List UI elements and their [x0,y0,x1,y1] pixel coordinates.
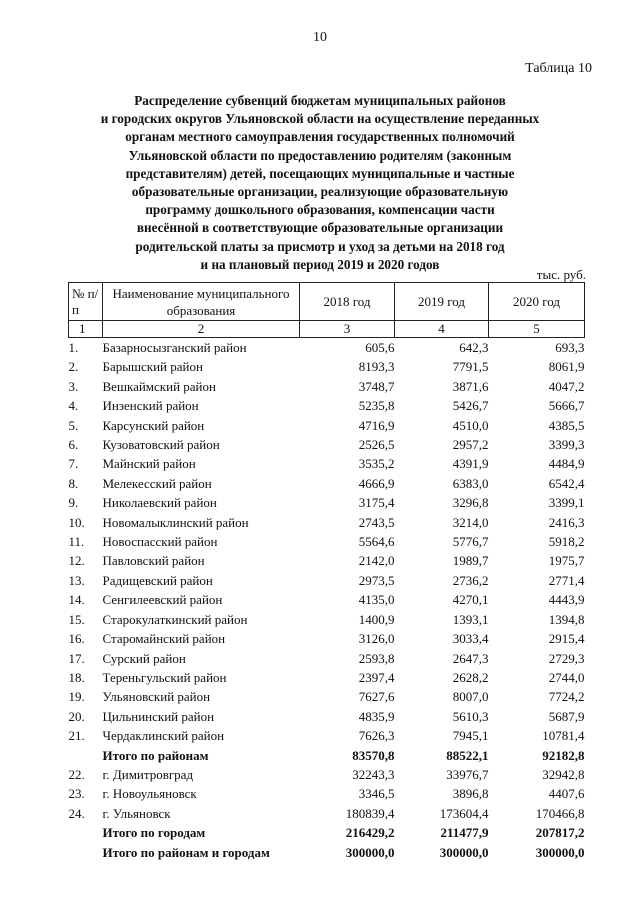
value-2019: 5426,7 [452,398,489,414]
header-number: № п/п [69,283,103,321]
value-2018: 2973,5 [358,572,395,588]
table-row [69,357,585,376]
value-2020: 4047,2 [548,378,585,394]
table-row [69,610,585,629]
row-number: 10. [68,514,85,530]
value-2018: 2593,8 [358,650,395,666]
value-2020: 2744,0 [548,669,585,685]
municipality-name: Базарносызганский район [102,340,247,355]
row-number: 18. [68,669,85,685]
municipality-name: Кузоватовский район [102,437,220,453]
value-2020: 2416,3 [548,514,585,530]
value-2020: 5687,9 [548,708,585,724]
value-2019: 1989,7 [452,553,489,569]
header-2018: 2018 год [300,283,395,321]
title-line: Ульяновской области по предоставлению родителям (законным [128,147,512,163]
title-line: представителям) детей, посещающих муниципальные и частные [125,165,515,181]
municipality-name: г. Ульяновск [102,805,171,821]
table-label: Таблица 10 [525,61,592,76]
table-row [69,687,585,706]
value-2019: 1393,1 [452,611,489,627]
value-2020: 2771,4 [548,572,585,588]
value-2020: 32942,8 [542,766,585,782]
total-row [69,823,585,842]
table-row [69,551,585,570]
value-2020: 5918,2 [548,534,585,550]
table-row [69,590,585,609]
value-2019: 211477,9 [440,825,489,841]
value-2020: 1394,8 [548,611,585,627]
value-2020: 3399,3 [548,437,585,453]
row-number: 20. [68,708,85,724]
row-number [69,746,103,765]
table-row [69,804,585,823]
municipality-name: Итого по районам и городам [102,844,270,860]
municipality-name: Сенгилеевский район [102,592,223,608]
value-2019: 6383,0 [452,475,489,491]
value-2020: 170466,8 [535,805,585,821]
table-row [69,707,585,726]
column-number-row [69,321,585,338]
table-row [69,571,585,590]
row-number: 17. [68,650,85,666]
municipality-name: Барышский район [102,359,203,375]
value-2020: 300000,0 [535,844,585,860]
value-2019: 33976,7 [446,766,489,782]
value-2020: 7724,2 [548,689,585,705]
title-line: и городских округов Ульяновской области на осуществление переданных [100,111,540,127]
municipality-name: Павловский район [102,553,205,569]
value-2019: 5776,7 [452,534,489,550]
total-row [69,746,585,765]
row-number: 21. [68,728,85,744]
row-number: 1. [68,340,79,355]
value-2018: 83570,8 [352,747,395,763]
row-number: 9. [68,495,79,511]
value-2020: 693,3 [555,340,585,355]
table-row [69,649,585,668]
municipality-name: Сурский район [102,650,186,666]
title-line: внесённой в соответствующие образовательные организации [136,220,504,236]
municipality-name: Цильнинский район [102,708,215,724]
table-header-row [69,283,585,321]
municipality-name: Итого по районам [102,747,209,763]
value-2020: 8061,9 [548,359,585,375]
table-row [69,377,585,396]
table-row [69,784,585,803]
value-2019: 2736,2 [452,572,489,588]
column-number: 4 [395,321,489,338]
value-2018: 180839,4 [345,805,395,821]
table-row [69,416,585,435]
value-2019: 4510,0 [452,417,489,433]
value-2019: 7791,5 [452,359,489,375]
value-2019: 2647,3 [452,650,489,666]
document-title [70,92,570,274]
units-label: тыс. руб. [536,267,586,282]
title-line: программу дошкольного образования, компенсации части [145,202,495,218]
municipality-name: г. Димитровград [102,766,194,782]
municipality-name: Итого по городам [102,825,206,841]
title-line: и на плановый период 2019 и 2020 годов [200,256,440,272]
value-2018: 1400,9 [358,611,395,627]
table-row [69,435,585,454]
value-2020: 4385,5 [548,417,585,433]
value-2018: 2743,5 [358,514,395,530]
value-2020: 4484,9 [548,456,585,472]
row-number: 19. [68,689,85,705]
value-2019: 300000,0 [439,844,489,860]
value-2019: 7945,1 [452,728,489,744]
value-2018: 7627,6 [358,689,395,705]
title-line: органам местного самоуправления государственных полномочий [125,129,515,145]
row-number: 2. [68,359,79,375]
municipality-name: Карсунский район [102,417,205,433]
table-row [69,532,585,551]
table-row [69,396,585,415]
value-2020: 92182,8 [542,747,585,763]
municipality-name: Инзенский район [102,398,199,414]
row-number: 6. [68,437,79,453]
value-2019: 2957,2 [452,437,489,453]
municipality-name: Чердаклинский район [102,728,225,744]
header-2019: 2019 год [395,283,489,321]
municipality-name: г. Новоульяновск [102,786,197,802]
row-number: 12. [68,553,85,569]
value-2020: 3399,1 [548,495,585,511]
column-number: 3 [300,321,395,338]
value-2018: 32243,3 [352,766,395,782]
table-row [69,629,585,648]
value-2018: 300000,0 [345,844,395,860]
value-2019: 642,3 [459,340,489,355]
value-2018: 3748,7 [358,378,395,394]
value-2018: 4666,9 [358,475,395,491]
row-number: 3. [68,378,79,394]
value-2018: 7626,3 [358,728,395,744]
value-2019: 3214,0 [452,514,489,530]
value-2020: 4407,6 [548,786,585,802]
row-number: 5. [68,417,79,433]
table-row [69,726,585,745]
value-2020: 207817,2 [535,825,585,841]
value-2020: 10781,4 [542,728,585,744]
row-number: 13. [68,572,85,588]
municipality-name: Вешкаймский район [102,378,216,394]
table-row [69,338,585,358]
table-row [69,668,585,687]
value-2019: 2628,2 [452,669,489,685]
row-number: 15. [68,611,85,627]
value-2018: 5235,8 [358,398,395,414]
title-line: образовательные организации, реализующие образовательную [131,184,509,200]
municipality-name: Новоспасский район [102,534,218,550]
table-row [69,513,585,532]
row-number: 22. [68,766,85,782]
value-2018: 3126,0 [358,631,395,647]
municipality-name: Николаевский район [102,495,217,511]
row-number: 4. [68,398,79,414]
value-2019: 8007,0 [452,689,489,705]
value-2018: 4716,9 [358,417,395,433]
value-2018: 4835,9 [358,708,395,724]
column-number: 5 [489,321,585,338]
table-row [69,474,585,493]
title-line: родительской платы за присмотр и уход за детьми на 2018 год [135,238,505,254]
header-name: Наименование муниципального образования [103,283,300,321]
value-2018: 605,6 [365,340,395,355]
municipality-name: Новомалыклинский район [102,514,249,530]
value-2020: 5666,7 [548,398,585,414]
row-number: 11. [68,534,85,550]
value-2018: 4135,0 [358,592,395,608]
row-number: 23. [68,786,85,802]
value-2018: 3535,2 [358,456,395,472]
value-2018: 2142,0 [358,553,395,569]
value-2019: 173604,4 [439,805,489,821]
row-number: 7. [68,456,79,472]
value-2018: 5564,6 [358,534,395,550]
value-2019: 5610,3 [452,708,489,724]
row-number [69,843,103,862]
municipality-name: Старомайнский район [102,631,226,647]
table-row [69,454,585,473]
value-2020: 6542,4 [548,475,585,491]
subvention-table [68,282,585,862]
value-2020: 1975,7 [548,553,585,569]
table-row [69,493,585,512]
column-number: 2 [103,321,300,338]
value-2019: 3871,6 [452,378,489,394]
municipality-name: Мелекесский район [102,475,212,491]
municipality-name: Тереньгульский район [102,669,227,685]
value-2019: 3033,4 [452,631,489,647]
value-2018: 2397,4 [358,669,395,685]
value-2020: 4443,9 [548,592,585,608]
page-number: 10 [313,30,327,45]
value-2019: 3296,8 [452,495,489,511]
table-body [69,338,585,862]
title-line: Распределение субвенций бюджетам муниципальных районов [134,93,506,108]
municipality-name: Радищевский район [102,572,213,588]
header-2020: 2020 год [489,283,585,321]
column-number: 1 [69,321,103,338]
row-number: 16. [68,631,85,647]
value-2018: 2526,5 [358,437,395,453]
value-2019: 4391,9 [452,456,489,472]
total-row [69,843,585,862]
value-2018: 3175,4 [358,495,395,511]
municipality-name: Старокулаткинский район [102,611,248,627]
value-2019: 4270,1 [452,592,489,608]
row-number: 14. [68,592,85,608]
value-2020: 2729,3 [548,650,585,666]
municipality-name: Ульяновский район [102,689,211,705]
table-row [69,765,585,784]
municipality-name: Майнский район [102,456,196,472]
value-2018: 8193,3 [358,359,395,375]
row-number: 8. [68,475,79,491]
row-number: 24. [68,805,85,821]
row-number [69,823,103,842]
value-2020: 2915,4 [548,631,585,647]
value-2019: 88522,1 [446,747,489,763]
value-2018: 3346,5 [358,786,395,802]
value-2019: 3896,8 [452,786,489,802]
value-2018: 216429,2 [345,825,395,841]
